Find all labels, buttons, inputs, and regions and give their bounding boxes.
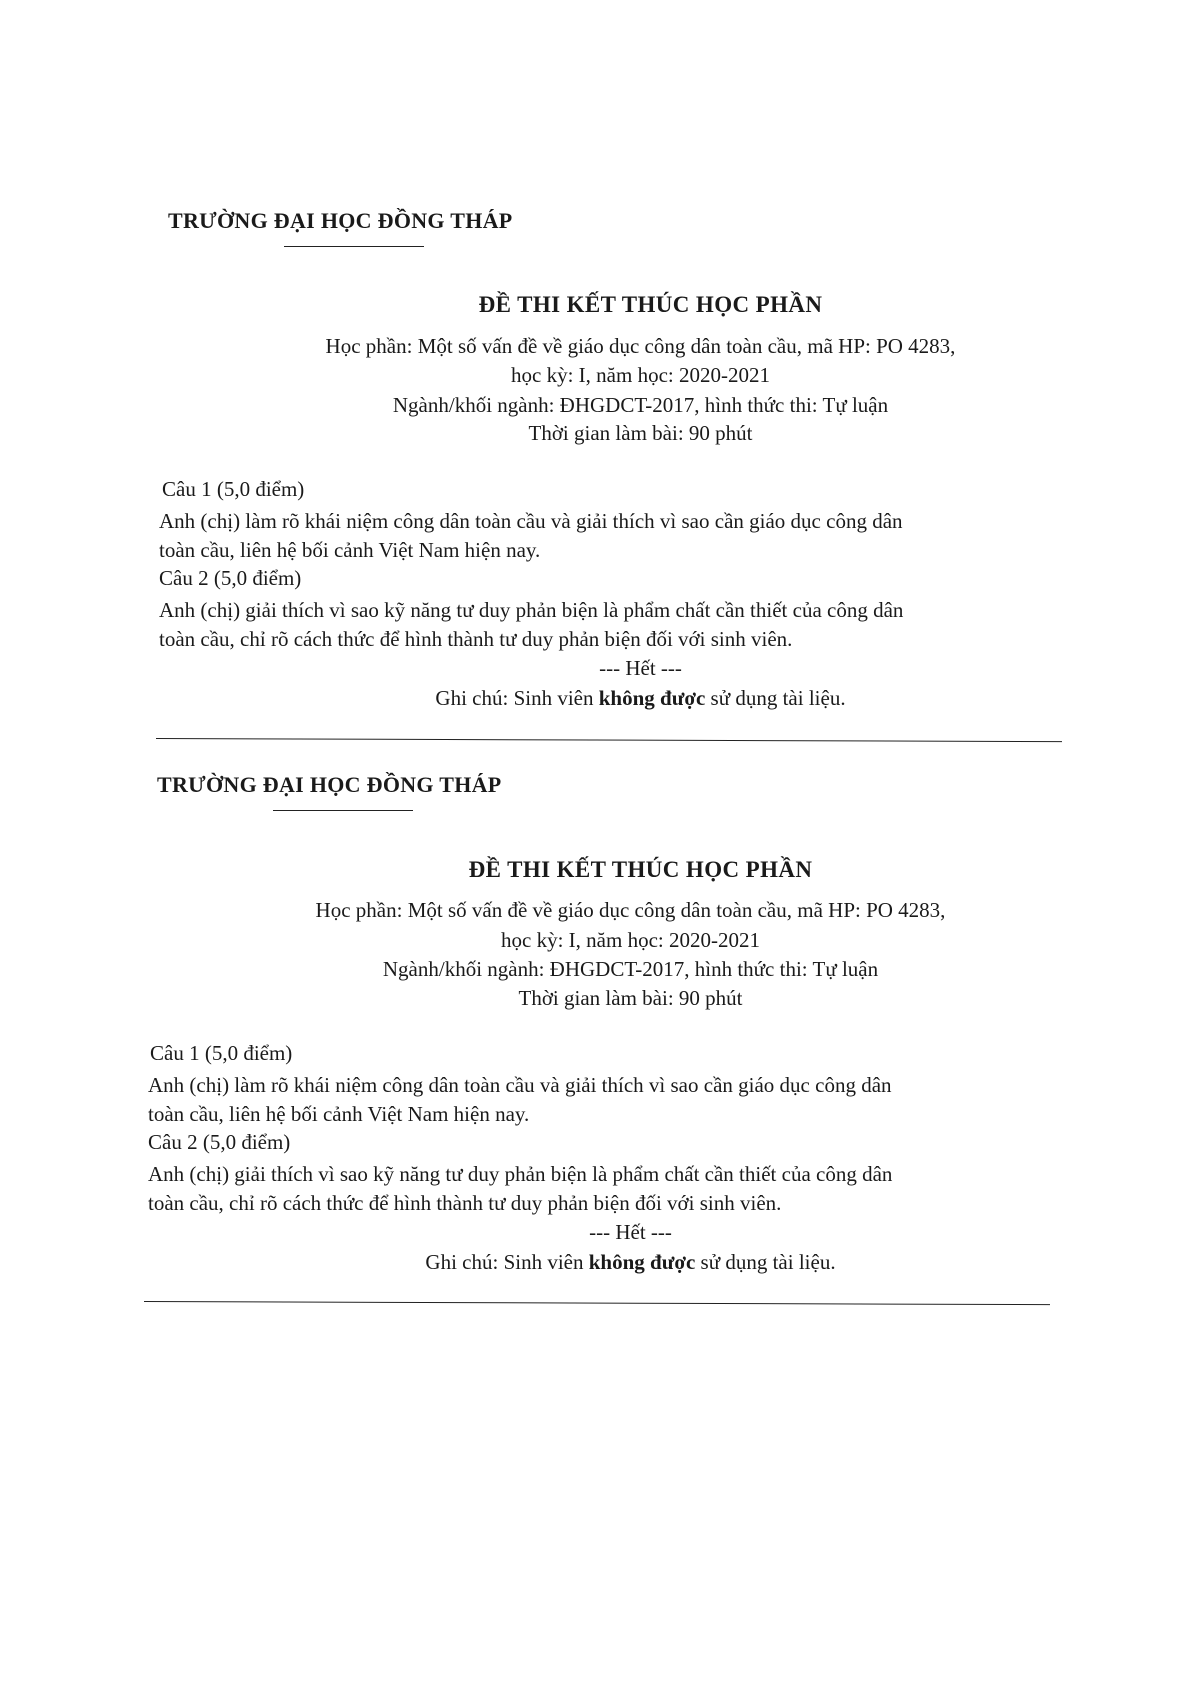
exam-note <box>0 686 1191 711</box>
course-line: Học phần: Một số vấn đề về giáo dục công dân toàn cầu, mã HP: PO 4283, <box>325 334 956 358</box>
note-suffix: sử dụng tài liệu. <box>705 686 846 710</box>
end-mark: --- Hết --- <box>599 656 682 680</box>
question-1-label: Câu 1 (5,0 điểm) <box>150 1041 293 1065</box>
note-prefix: Ghi chú: Sinh viên <box>425 1250 589 1274</box>
school-underline <box>273 810 413 811</box>
exam-note <box>0 1250 1191 1275</box>
question-1-text-line1: Anh (chị) làm rõ khái niệm công dân toàn cầu và giải thích vì sao cần giáo dục công dân <box>159 509 903 533</box>
question-2-label: Câu 2 (5,0 điểm) <box>159 566 302 590</box>
duration-line: Thời gian làm bài: 90 phút <box>518 986 743 1010</box>
major-line: Ngành/khối ngành: ĐHGDCT-2017, hình thức thi: Tự luận <box>382 957 879 981</box>
note-bold: không được <box>588 1250 696 1274</box>
section-separator <box>144 1301 1050 1305</box>
question-1-label: Câu 1 (5,0 điểm) <box>162 477 305 501</box>
duration-line: Thời gian làm bài: 90 phút <box>528 421 753 445</box>
school-underline <box>284 246 424 247</box>
section-separator <box>156 738 1062 742</box>
exam-title: ĐỀ THI KẾT THÚC HỌC PHẦN <box>478 292 823 317</box>
end-mark: --- Hết --- <box>589 1220 672 1244</box>
school-name: TRƯỜNG ĐẠI HỌC ĐỒNG THÁP <box>157 772 502 797</box>
question-2-text-line2: toàn cầu, chỉ rõ cách thức để hình thành tư duy phản biện đối với sinh viên. <box>159 627 793 651</box>
question-1-text-line1: Anh (chị) làm rõ khái niệm công dân toàn cầu và giải thích vì sao cần giáo dục công dân <box>148 1073 892 1097</box>
note-prefix: Ghi chú: Sinh viên <box>435 686 599 710</box>
question-2-text-line2: toàn cầu, chỉ rõ cách thức để hình thành tư duy phản biện đối với sinh viên. <box>148 1191 782 1215</box>
question-1-text-line2: toàn cầu, liên hệ bối cảnh Việt Nam hiện nay. <box>148 1102 530 1126</box>
question-2-text-line1: Anh (chị) giải thích vì sao kỹ năng tư duy phản biện là phẩm chất cần thiết của công dân <box>159 598 904 622</box>
question-2-text-line1: Anh (chị) giải thích vì sao kỹ năng tư duy phản biện là phẩm chất cần thiết của công dân <box>148 1162 893 1186</box>
semester-line: học kỳ: I, năm học: 2020-2021 <box>501 928 760 952</box>
course-line: Học phần: Một số vấn đề về giáo dục công dân toàn cầu, mã HP: PO 4283, <box>315 898 946 922</box>
major-line: Ngành/khối ngành: ĐHGDCT-2017, hình thức thi: Tự luận <box>392 393 889 417</box>
question-1-text-line2: toàn cầu, liên hệ bối cảnh Việt Nam hiện nay. <box>159 538 541 562</box>
note-bold: không được <box>598 686 706 710</box>
question-2-label: Câu 2 (5,0 điểm) <box>148 1130 291 1154</box>
school-name: TRƯỜNG ĐẠI HỌC ĐỒNG THÁP <box>168 208 513 233</box>
exam-title: ĐỀ THI KẾT THÚC HỌC PHẦN <box>468 857 813 882</box>
note-suffix: sử dụng tài liệu. <box>695 1250 836 1274</box>
semester-line: học kỳ: I, năm học: 2020-2021 <box>511 363 770 387</box>
